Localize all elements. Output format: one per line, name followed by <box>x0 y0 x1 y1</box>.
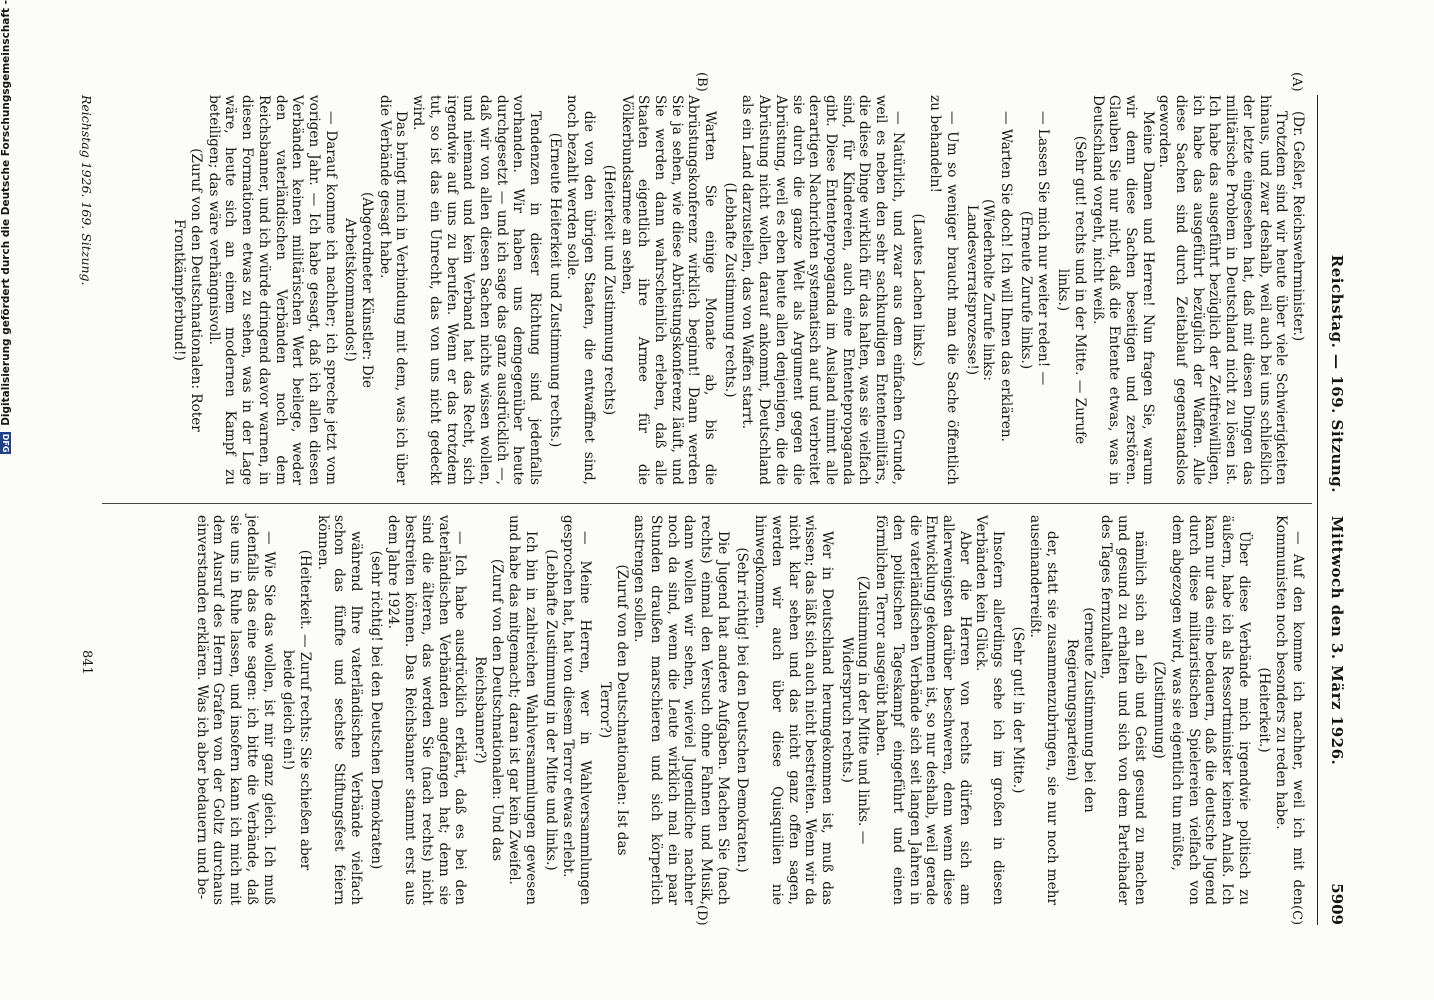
paragraph: Warten Sie einige Monate ab, bis die Abrüstungskonferenz wirklich beginnt! Dann werden Sie ja sehen, wie diese Abrüstungskonferenz läuft, und Sie werden dann wahrscheinlich erleben, daß alle Staaten eigentlich ihre Armee für die Völkerbundsarmee an sehen, <box>618 95 719 485</box>
interjection: (Erneute Zurufe links.) <box>1017 210 1034 370</box>
footer-sitting: Reichstag 1926. 169. Sitzung. <box>79 95 94 286</box>
paragraph: Trotzdem sind wir heute über viele Schwierigkeiten hinaus, und zwar deshalb, weil auch bei uns schließlich der letzte eingesehen hat, daß mit diesen Dingen das militärische Problem in Deutschland nicht zu lösen ist. Ich habe das ausgeführt bezüglich der Zeitfreiwilligen, ich habe das ausgeführt bezüglich der Waffen. Alle diese Sachen sind durch Zeitablauf gegenstandslos geworden. <box>1156 95 1290 485</box>
paragraph: Meine Damen und Herren! Nun fragen Sie, warum wir denn diese Sachen beseitigen und zerstören. Glauben Sie nur nicht, daß die Entente etwas, was in Deutschland vorgeht, nicht weiß. <box>1089 95 1156 485</box>
page-number: 5909 <box>1328 883 1346 925</box>
interjection: (Lebhafte Zustimmung rechts.) <box>721 182 738 398</box>
paragraph: (Dr. Geßler, Reichswehrminister.) <box>1290 111 1306 342</box>
paragraph: die von den übrigen Staaten, die entwaffnet sind, noch bezahlt werden solle. <box>564 95 598 485</box>
interjection: (Heiterkeit. — Zuruf rechts: Sie schießen aber beide gleich ein!) <box>280 549 313 871</box>
interjection: (Zuruf von den Deutschnationalen: Und das Reichsbanner?) <box>471 558 505 862</box>
digitization-credit <box>0 0 12 1000</box>
paragraph: — Wie Sie das wollen, ist mir ganz gleich. Ich muß jedenfalls das eine sagen: ich bitte die Verbände, daß sie uns in Ruhe lassen, und insofern kann ich mich mit dem Ausruf des Herrn Grafen von der Goltz durchaus einverstanden erklären. Was ich aber bedauern und be- <box>193 515 277 905</box>
paragraph: — Warten Sie doch! Ich will Ihnen das erklären. <box>998 111 1015 442</box>
column-divider <box>102 503 1312 504</box>
interjection: (Lebhafte Zustimmung in der Mitte und links.) <box>542 549 559 871</box>
paragraph: Die Jugend hat andere Aufgaben. Machen Sie (nach rechts) einmal den Versuch ohne Fahnen und Musik, dann wollen wir sehen, wieviel Jugendliche nachher noch da sind, wenn die Leute wirklich mal ein paar Stunden draußen marschieren und sich körperlich anstrengen sollen. <box>631 515 731 905</box>
paragraph: — Meine Herren, wer in Wahlversammlungen gesprochen hat, hat von diesem Terror etwas erlebt. <box>560 515 594 905</box>
margin-mark-c: (C) <box>1289 905 1304 926</box>
paragraph: nämlich sich an Leib und Geist gesund zu machen und gesund zu erhalten und sich von dem Parteihader des Tages fernzuhalten, <box>1098 515 1148 905</box>
footer-sheet-number: 841 <box>79 650 94 675</box>
interjection: (Wiederholte Zurufe links: Landesverratsprozesse!) <box>963 199 997 381</box>
interjection: (Lautes Lachen links.) <box>909 213 926 367</box>
interjection: (Heiterkeit und Zustimmung rechts) <box>600 164 617 416</box>
margin-mark-d: (D) <box>694 905 709 926</box>
page-header <box>1322 95 1346 925</box>
paragraph: Wer in Deutschland herumgekommen ist, muß das wissen; das läßt sich auch nicht bestreiten. Wenn wir da nicht klar sehen und das nicht ganz offen sagen, werden wir auch über diese Quisquilien nie hinwegkommen. <box>752 515 836 905</box>
paragraph: Tendenzen in dieser Richtung sind jedenfalls vorhanden. Wir haben uns demgegenüber heute durchgesetzt — und ich sage das ganz ausdrücklich —, daß wir von allen diesen Sachen nichts wissen wollen, und niemand und kein Verband hat das Recht, sich irgendwie auf uns zu berufen. Wenn er das trotzdem tut, so ist das ein Unrecht, das von uns nicht gedeckt wird. <box>410 95 544 485</box>
header-rule <box>1317 95 1318 925</box>
interjection: (Heiterkeit.) <box>1255 667 1272 753</box>
interjection: (Sehr richtig! bei den Deutschen Demokraten.) <box>734 547 751 873</box>
margin-mark-a: (A) <box>1289 72 1304 92</box>
interjection: (erneute Zustimmung bei den Regierungsparteien) <box>1063 607 1097 813</box>
interjection: (Zuruf von den Deutschnationalen: Roter Frontkämpferbund!) <box>171 148 204 432</box>
margin-mark-b: (B) <box>694 72 709 92</box>
credit-text: Digitalisierung gefördert durch die Deutsche Forschungsgemeinschaft - <box>0 0 12 426</box>
interjection: (Erneute Heiterkeit und Zustimmung rechts.) <box>546 132 563 448</box>
interjection: (Sehr gut! in der Mitte.) <box>1009 626 1026 794</box>
left-column <box>168 95 1306 485</box>
header-title: Reichstag. — 169. Sitzung. Mittwoch den 3. März 1926. <box>1328 254 1346 766</box>
paragraph: — Auf den komme ich nachher, weil ich mit den Kommunisten noch besonders zu reden habe. <box>1273 515 1306 905</box>
paragraph: — Um so weniger braucht man die Sache öffentlich zu behandeln! <box>927 95 960 485</box>
dfg-logo: DFG <box>1 433 11 453</box>
paragraph: Aber die Herren von rechts dürfen sich am allerwenigsten darüber beschweren, denn wenn diese Entwicklung gekommen ist, so nur deshalb, weil gerade die vaterländischen Verbände sich seit langen Jahren in den politischen Tageskampf eingeführt und einen förmlichen Terror ausgeübt haben. <box>873 515 973 905</box>
interjection: (Abgeordneter Künstler: Die Arbeitskommandos!) <box>342 192 376 388</box>
paragraph: Ich bin in zahlreichen Wahlversammlungen gewesen und habe das mitgemacht; daran ist gar kein Zweifel. <box>506 515 540 905</box>
paragraph: Das bringt mich in Verbindung mit dem, was ich über die Verbände gesagt habe. <box>376 95 410 485</box>
paragraph: Insofern allerdings sehe ich im großen in diesen Verbänden kein Glück. <box>973 515 1007 905</box>
paragraph: der, statt sie zusammenzubringen, sie nur noch mehr auseinanderreißt. <box>1027 515 1061 905</box>
interjection: (sehr richtig! bei den Deutschen Demokraten) <box>367 550 384 870</box>
paragraph: — Natürlich, und zwar aus dem einfachen Grunde, weil es neben den sehr sachkundigen Ententemilitärs, die diese Dinge wirklich für das halten, was sie vielfach sind, für Kindereien, auch eine Ententepropaganda gibt. Diese Ententepropaganda im Ausland nimmt alle derartigen Nachrichten systematisch auf und verbreitet sie durch die ganze Welt als Argument gegen die Abrüstung, weil es eben heute allen denjenigen, die die Abrüstung nicht wollen, darauf ankommt, Deutschland als ein Land darzustellen, das von Waffen starrt. <box>739 95 906 485</box>
paragraph: während Ihre vaterländischen Verbände vielfach schon das fünfte und sechste Stiftungsfest feiern können. <box>314 515 365 905</box>
interjection: (Zustimmung in der Mitte und links. — Widerspruch rechts.) <box>838 575 872 845</box>
right-column <box>193 515 1306 905</box>
interjection: (Zuruf von den Deutschnationalen: Ist das Terror?) <box>596 564 630 856</box>
interjection: (Sehr gut! rechts und in der Mitte. — Zurufe links.) <box>1055 135 1088 445</box>
paragraph: — Darauf komme ich nachher; ich spreche jetzt vom vorigen Jahr. — Ich habe gesagt, daß ich allen diesen Verbänden keinen militärischen Wert beilege, weder den vaterländischen Verbänden noch dem Reichsbanner, und ich würde dringend davor warnen, in diesen Formationen etwas zu sehen, was in der Lage wäre, heute sich an einem modernen Kampf zu beteiligen; das wäre verhängnisvoll. <box>205 95 339 485</box>
paragraph: — Lassen Sie mich nur weiter reden! — <box>1035 111 1052 386</box>
interjection: (Zustimmung) <box>1151 661 1168 759</box>
paragraph: Über diese Verbände mich irgendwie politisch zu äußern, habe ich als Ressortminister keinen Anlaß. Ich kann nur das eine bedauern, daß die deutsche Jugend durch diese militaristischen Spielereien vielfach von dem abgezogen wird, was sie eigentlich tun müßte, <box>1169 515 1252 905</box>
paragraph: — Ich habe ausdrücklich erklärt, daß es bei den vaterländischen Verbänden angefangen hat; denn sie sind die älteren, das werden Sie (nach rechts) nicht bestreiten können. Das Reichsbanner stammt erst aus dem Jahre 1924. <box>385 515 469 905</box>
